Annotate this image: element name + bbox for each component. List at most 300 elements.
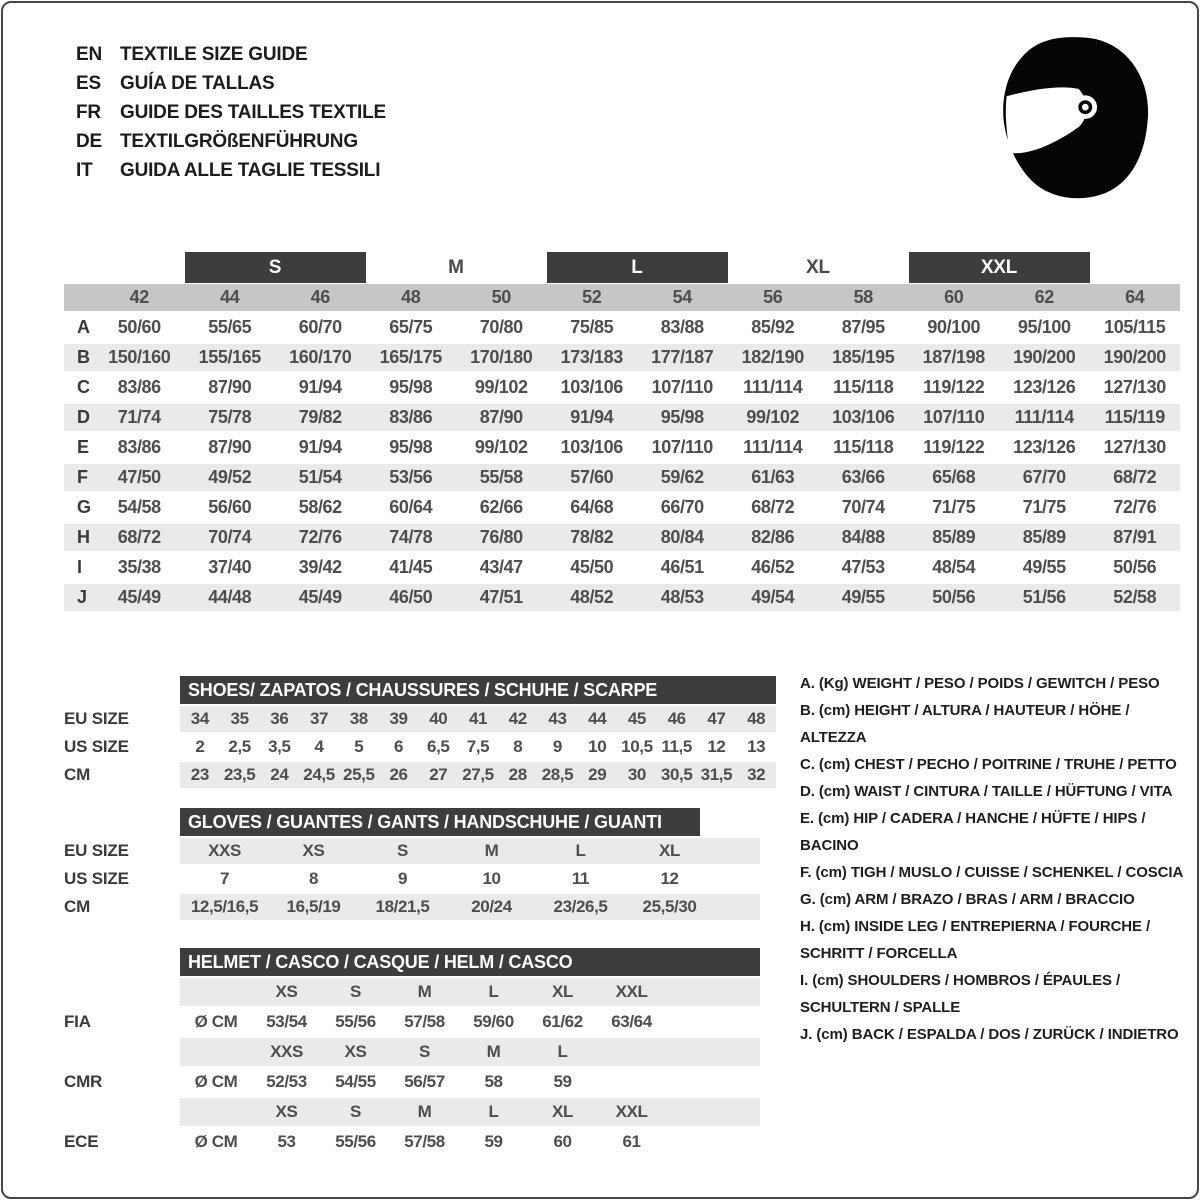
cell: 31,5 (700, 765, 733, 784)
cell: 123/126 (1013, 437, 1076, 457)
cell: 91/94 (570, 407, 614, 427)
row-label-empty (64, 1098, 180, 1126)
cell: 105/115 (1104, 317, 1166, 337)
legend-item (800, 886, 1196, 913)
cell: XXS (208, 841, 241, 860)
row-label-empty (64, 1038, 180, 1066)
cell: 50/56 (1113, 557, 1157, 577)
cell: 177/187 (651, 347, 714, 367)
language-code: IT (76, 159, 93, 181)
cell: 52/58 (1113, 587, 1157, 607)
cell: 3,5 (268, 737, 291, 756)
cell: 47/51 (479, 587, 523, 607)
cell: 47/50 (117, 467, 161, 487)
cell: 48/53 (660, 587, 704, 607)
cell: 41/45 (389, 557, 433, 577)
cell: 35 (230, 709, 249, 728)
diameter-unit: Ø CM (194, 1132, 238, 1151)
table-row (64, 494, 1180, 521)
cell: 7 (219, 869, 230, 888)
numeric-header-row (64, 284, 1180, 311)
cell: 79/82 (298, 407, 342, 427)
cell: 90/100 (927, 317, 981, 337)
cell: M (484, 841, 499, 860)
table-row (64, 374, 1180, 401)
size-band-xxl: XXL (909, 252, 1090, 283)
cell: 111/114 (743, 437, 803, 457)
size-header: S (350, 1102, 361, 1121)
cell: 83/86 (117, 377, 161, 397)
cell: 45/50 (570, 557, 614, 577)
cell: 173/183 (560, 347, 623, 367)
language-row (76, 69, 386, 98)
helmet-size-row (64, 1098, 1180, 1126)
cell: 63/64 (611, 1012, 652, 1031)
table-row (64, 344, 1180, 371)
cell: 99/102 (474, 377, 528, 397)
cell: XS (302, 841, 325, 860)
legend-text: SCHRITT / FORCELLA (800, 945, 958, 962)
cell: 115/118 (833, 377, 894, 397)
cell: 67/70 (1022, 467, 1066, 487)
cell: 45/49 (117, 587, 161, 607)
cell: 61/63 (751, 467, 795, 487)
cell: 50/60 (117, 317, 161, 337)
language-header (76, 40, 386, 185)
row-values (180, 866, 760, 892)
cell: 87/90 (479, 407, 523, 427)
standard-label: ECE (64, 1132, 99, 1151)
gloves-title: GLOVES / GUANTES / GANTS / HANDSCHUHE / GUANTI (180, 808, 700, 836)
cell: 10 (482, 869, 501, 888)
cell: 42 (508, 709, 527, 728)
cell: 83/86 (117, 437, 161, 457)
column-header: 64 (1125, 287, 1145, 307)
cell: 57/58 (404, 1132, 445, 1151)
cell: 35/38 (117, 557, 161, 577)
cell: 84/88 (841, 527, 885, 547)
language-code: ES (76, 72, 101, 94)
cell: 5 (354, 737, 364, 756)
cell: 70/74 (208, 527, 252, 547)
cell: 95/100 (1017, 317, 1071, 337)
cell: 23,5 (223, 765, 256, 784)
cell: 95/98 (660, 407, 704, 427)
cell: 41 (468, 709, 488, 728)
guide-title: GUIDA ALLE TAGLIE TESSILI (120, 159, 381, 181)
guide-title: GUÍA DE TALLAS (120, 72, 275, 94)
cell: 85/92 (751, 317, 795, 337)
cell: 55/65 (208, 317, 252, 337)
textile-rows (64, 314, 1180, 611)
cell: 12 (660, 869, 679, 888)
cell: 59 (484, 1132, 503, 1151)
cell: 30 (627, 765, 646, 784)
cell: 182/190 (741, 347, 804, 367)
cell: 10,5 (621, 737, 653, 756)
cell: 65/75 (389, 317, 433, 337)
table-row (64, 434, 1180, 461)
cell: 48/52 (570, 587, 614, 607)
row-label: C (77, 377, 90, 397)
table-row (64, 524, 1180, 551)
legend-text: J. (cm) BACK / ESPALDA / DOS / ZURÜCK / INDIETRO (800, 1026, 1179, 1043)
row-label: US SIZE (64, 869, 129, 888)
cell: 39 (389, 709, 408, 728)
guide-title: TEXTILE SIZE GUIDE (120, 43, 308, 65)
cell: 59/62 (660, 467, 704, 487)
cell: 49/54 (751, 587, 795, 607)
helmet-value-row (64, 1128, 1180, 1156)
cell: 87/90 (208, 437, 252, 457)
cell: 12 (707, 737, 726, 756)
cell: 52/53 (266, 1072, 307, 1091)
cell: 111/114 (1014, 407, 1074, 427)
cell: 68/72 (117, 527, 161, 547)
cell: 27,5 (462, 765, 494, 784)
cell: 6 (393, 737, 404, 756)
row-values (180, 734, 776, 760)
column-header: 56 (763, 287, 783, 307)
standard-label: FIA (64, 1012, 91, 1031)
cell: 82/86 (751, 527, 795, 547)
cell: 85/89 (1022, 527, 1066, 547)
cell: 111/114 (743, 377, 803, 397)
cell: 11 (571, 869, 590, 888)
cell: 83/86 (389, 407, 433, 427)
row-values (180, 1098, 760, 1126)
cell: 62/66 (479, 497, 523, 517)
cell: 60/70 (298, 317, 342, 337)
cell: 28,5 (541, 765, 574, 784)
cell: 23/26,5 (553, 897, 608, 916)
helmet-value-row (64, 1068, 1180, 1096)
column-header: 58 (853, 287, 873, 307)
legend-item (800, 805, 1196, 859)
cell: XL (659, 841, 680, 860)
row-label: A (77, 317, 90, 337)
cell: 70/74 (841, 497, 885, 517)
cell: 38 (349, 709, 368, 728)
cell: 70/80 (479, 317, 523, 337)
cell: 27 (429, 765, 448, 784)
diameter-unit: Ø CM (194, 1072, 238, 1091)
cell: 7,5 (466, 737, 490, 756)
cell: 2,5 (228, 737, 251, 756)
cell: 18/21,5 (375, 897, 430, 916)
language-row (76, 40, 386, 69)
legend-text: I. (cm) SHOULDERS / HOMBROS / ÉPAULES / (800, 972, 1121, 989)
column-header: 50 (491, 287, 511, 307)
size-header: M (417, 1102, 432, 1121)
cell: 12,5/16,5 (190, 897, 259, 916)
cell: 30,5 (660, 765, 693, 784)
size-band-xl: XL (806, 256, 830, 278)
cell: 16,5/19 (286, 897, 341, 916)
language-code: FR (76, 101, 101, 123)
cell: 61/62 (542, 1012, 583, 1031)
cell: 47 (707, 709, 726, 728)
cell: 71/75 (1022, 497, 1066, 517)
cell: 6,5 (427, 737, 450, 756)
legend-item (800, 697, 1196, 751)
cell: 4 (314, 737, 324, 756)
language-row (76, 127, 386, 156)
size-header: XXL (615, 1102, 648, 1121)
size-header: M (417, 982, 432, 1001)
cell: 36 (270, 709, 289, 728)
row-values (180, 706, 776, 732)
cell: 91/94 (298, 437, 342, 457)
cell: 25,5 (343, 765, 375, 784)
table-row (64, 464, 1180, 491)
cell: 87/95 (841, 317, 885, 337)
row-label: B (77, 347, 90, 367)
cell: 68/72 (1113, 467, 1157, 487)
row-values (180, 894, 760, 920)
row-values (180, 1038, 760, 1066)
legend-text: C. (cm) CHEST / PECHO / POITRINE / TRUHE / PETTO (800, 756, 1177, 773)
cell: 95/98 (389, 437, 433, 457)
row-values (180, 838, 760, 864)
legend-text: A. (Kg) WEIGHT / PESO / POIDS / GEWITCH / PESO (800, 675, 1160, 692)
cell: 51/56 (1022, 587, 1066, 607)
cell: 190/200 (1013, 347, 1076, 367)
row-label: H (77, 527, 90, 547)
legend-text: F. (cm) TIGH / MUSLO / CUISSE / SCHENKEL / COSCIA (800, 864, 1184, 881)
cell: 63/66 (841, 467, 885, 487)
row-values (180, 1128, 760, 1156)
row-label-empty (64, 978, 180, 1006)
table-row (64, 404, 1180, 431)
row-values (180, 1008, 760, 1036)
legend-text: SCHULTERN / SPALLE (800, 999, 961, 1016)
row-label: E (77, 437, 89, 457)
size-header: XXL (615, 982, 648, 1001)
size-header: L (488, 982, 499, 1001)
textile-size-table (64, 252, 1180, 611)
cell: 107/110 (923, 407, 985, 427)
row-label: G (77, 497, 91, 517)
table-row (64, 584, 1180, 611)
cell: 13 (747, 737, 766, 756)
cell: 115/119 (1104, 407, 1165, 427)
cell: 103/106 (560, 377, 623, 397)
size-header: XXS (270, 1042, 303, 1061)
cell: 65/68 (932, 467, 976, 487)
column-header: 42 (129, 287, 149, 307)
legend-text: E. (cm) HIP / CADERA / HANCHE / HÜFTE / HIPS / BACINO (800, 810, 1146, 854)
cell: 53 (277, 1132, 296, 1151)
cell: 187/198 (922, 347, 985, 367)
cell: 99/102 (474, 437, 528, 457)
cell: 40 (429, 709, 448, 728)
cell: 20/24 (471, 897, 512, 916)
cell: 66/70 (660, 497, 704, 517)
legend-text: H. (cm) INSIDE LEG / ENTREPIERNA / FOURCHE / (800, 918, 1151, 935)
cell: 9 (552, 737, 562, 756)
size-header: M (486, 1042, 501, 1061)
helmet-icon (977, 22, 1169, 212)
cell: 103/106 (832, 407, 895, 427)
cell: 95/98 (389, 377, 433, 397)
cell: 55/56 (335, 1132, 376, 1151)
legend-item (800, 778, 1196, 805)
cell: 55/58 (479, 467, 523, 487)
column-header: 44 (220, 287, 240, 307)
cell: 71/75 (932, 497, 976, 517)
cell: 29 (588, 765, 607, 784)
size-header: XL (552, 982, 573, 1001)
cell: 50/56 (932, 587, 976, 607)
cell: 8 (513, 737, 523, 756)
helmet-title: HELMET / CASCO / CASQUE / HELM / CASCO (180, 948, 760, 976)
cell: 43 (548, 709, 567, 728)
cell: 56/60 (208, 497, 252, 517)
cell: 54/58 (117, 497, 161, 517)
cell: 10 (588, 737, 607, 756)
language-code: DE (76, 130, 102, 152)
cell: 43/47 (479, 557, 523, 577)
cell: 49/55 (1022, 557, 1066, 577)
cell: 59 (553, 1072, 572, 1091)
cell: 37 (310, 709, 329, 728)
legend-item (800, 670, 1196, 697)
cell: 119/122 (923, 377, 985, 397)
legend-item (800, 1021, 1196, 1048)
cell: 58 (484, 1072, 503, 1091)
cell: 190/200 (1103, 347, 1166, 367)
cell: 119/122 (923, 437, 985, 457)
cell: 91/94 (298, 377, 342, 397)
cell: 87/90 (208, 377, 252, 397)
cell: 9 (397, 869, 408, 888)
row-label: I (77, 557, 82, 577)
cell: 150/160 (108, 347, 171, 367)
cell: 46/50 (389, 587, 433, 607)
cell: 155/165 (198, 347, 261, 367)
cell: 68/72 (751, 497, 795, 517)
cell: L (575, 841, 586, 860)
cell: 46/52 (751, 557, 795, 577)
table-row (64, 554, 1180, 581)
cell: 45 (627, 709, 646, 728)
language-row (76, 98, 386, 127)
row-values (180, 978, 760, 1006)
cell: 78/82 (570, 527, 614, 547)
cell: 74/78 (389, 527, 433, 547)
size-band-s: S (185, 252, 366, 283)
cell: 64/68 (570, 497, 614, 517)
row-label: CM (64, 765, 91, 784)
row-label: CM (64, 897, 91, 916)
cell: 11,5 (661, 737, 692, 756)
legend-item (800, 859, 1196, 886)
size-band-row (64, 252, 1180, 283)
guide-title: TEXTILGRÖßENFÜHRUNG (120, 130, 358, 152)
cell: 185/195 (832, 347, 895, 367)
cell: 99/102 (746, 407, 800, 427)
cell: 39/42 (298, 557, 342, 577)
cell: 44/48 (208, 587, 252, 607)
cell: 34 (190, 709, 209, 728)
column-header: 46 (310, 287, 330, 307)
size-header: L (488, 1102, 499, 1121)
cell: 115/118 (833, 437, 894, 457)
cell: 46 (667, 709, 686, 728)
cell: 28 (508, 765, 527, 784)
row-values (180, 762, 776, 788)
row-values (180, 1068, 760, 1096)
shoes-title: SHOES/ ZAPATOS / CHAUSSURES / SCHUHE / SCARPE (180, 676, 776, 704)
legend-item (800, 913, 1196, 967)
row-label: EU SIZE (64, 841, 129, 860)
size-header: XS (275, 982, 298, 1001)
cell: 80/84 (660, 527, 704, 547)
cell: 59/60 (473, 1012, 514, 1031)
legend-text: B. (cm) HEIGHT / ALTURA / HAUTEUR / HÖHE / ALTEZZA (800, 702, 1130, 746)
standard-label: CMR (64, 1072, 103, 1091)
column-header: 62 (1034, 287, 1054, 307)
cell: 127/130 (1103, 437, 1166, 457)
cell: 83/88 (660, 317, 704, 337)
cell: 49/52 (208, 467, 252, 487)
cell: 60/64 (389, 497, 433, 517)
size-band-m: M (448, 256, 464, 278)
legend-text: G. (cm) ARM / BRAZO / BRAS / ARM / BRACCIO (800, 891, 1135, 908)
cell: 54/55 (335, 1072, 376, 1091)
size-header: XL (552, 1102, 573, 1121)
cell: 51/54 (298, 467, 342, 487)
cell: 8 (308, 869, 319, 888)
column-header: 54 (672, 287, 692, 307)
cell: 103/106 (560, 437, 623, 457)
cell: 56/57 (404, 1072, 445, 1091)
row-label: EU SIZE (64, 709, 129, 728)
cell: 72/76 (298, 527, 342, 547)
cell: 58/62 (298, 497, 342, 517)
column-header: 52 (582, 287, 602, 307)
cell: 72/76 (1113, 497, 1157, 517)
cell: 75/78 (208, 407, 252, 427)
cell: 71/74 (117, 407, 161, 427)
column-header: 48 (401, 287, 421, 307)
cell: 37/40 (208, 557, 252, 577)
cell: 23 (190, 765, 209, 784)
cell: 60 (553, 1132, 572, 1151)
legend-item (800, 751, 1196, 778)
cell: 24,5 (303, 765, 335, 784)
cell: 57/60 (570, 467, 614, 487)
size-header: XS (344, 1042, 367, 1061)
measurement-legend (800, 670, 1196, 1048)
cell: 76/80 (479, 527, 523, 547)
cell: S (397, 841, 408, 860)
cell: 85/89 (932, 527, 976, 547)
row-label: J (77, 587, 87, 607)
size-header: S (419, 1042, 430, 1061)
cell: 46/51 (660, 557, 704, 577)
cell: 53/56 (389, 467, 433, 487)
cell: 57/58 (404, 1012, 445, 1031)
cell: 53/54 (266, 1012, 307, 1031)
table-row (64, 314, 1180, 341)
cell: 48 (747, 709, 766, 728)
legend-text: D. (cm) WAIST / CINTURA / TAILLE / HÜFTUNG / VITA (800, 783, 1173, 800)
cell: 55/56 (335, 1012, 376, 1031)
cell: 32 (747, 765, 766, 784)
legend-item (800, 967, 1196, 1021)
